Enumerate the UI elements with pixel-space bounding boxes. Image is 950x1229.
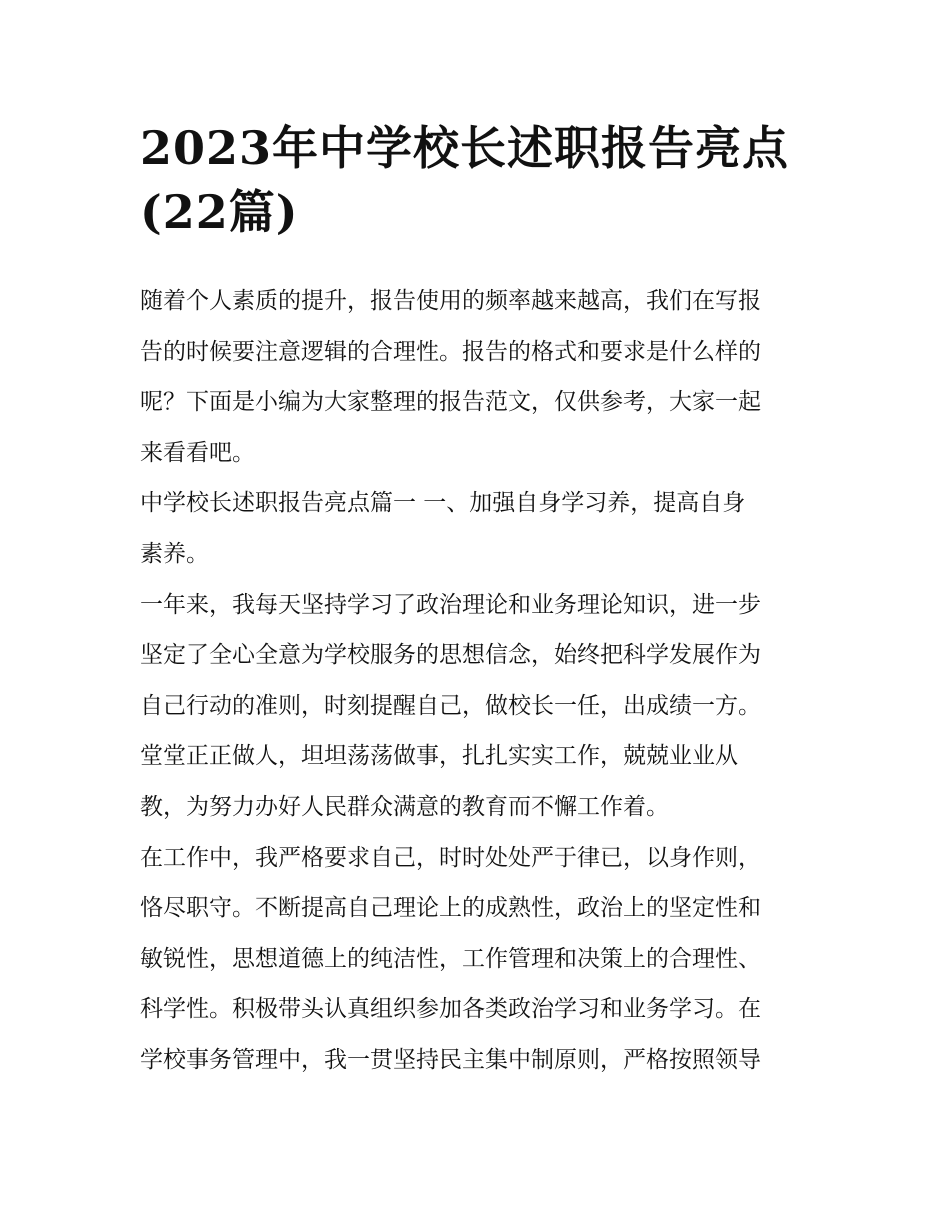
paragraph-work <box>140 833 820 1086</box>
document-body <box>140 276 820 1086</box>
text-line: 堂堂正正做人，坦坦荡荡做事，扎扎实实工作，兢兢业业从 <box>140 743 738 770</box>
text-line: 来看看吧。 <box>140 439 255 466</box>
text-line: 自己行动的准则，时刻提醒自己，做校长一任，出成绩一方。 <box>140 692 761 719</box>
text-line: 恪尽职守。不断提高自己理论上的成熟性，政治上的坚定性和 <box>140 895 761 922</box>
text-line: 坚定了全心全意为学校服务的思想信念，始终把科学发展作为 <box>140 642 761 669</box>
title-line: (22篇) <box>140 185 299 239</box>
document-title <box>140 116 820 244</box>
text-line: 呢？下面是小编为大家整理的报告范文，仅供参考，大家一起 <box>140 389 761 416</box>
paragraph-section-heading <box>140 478 820 579</box>
text-line: 随着个人素质的提升，报告使用的频率越来越高，我们在写报 <box>140 288 761 314</box>
text-line: 教，为努力办好人民群众满意的教育而不懈工作着。 <box>140 793 669 820</box>
text-line: 一年来，我每天坚持学习了政治理论和业务理论知识，进一步 <box>140 591 761 618</box>
title-line: 2023年中学校长述职报告亮点 <box>140 121 790 175</box>
text-line: 科学性。积极带头认真组织参加各类政治学习和业务学习。在 <box>140 996 761 1023</box>
text-line: 学校事务管理中，我一贯坚持民主集中制原则，严格按照领导 <box>140 1046 761 1073</box>
paragraph-intro <box>140 276 820 478</box>
text-line: 素养。 <box>140 540 209 567</box>
text-line: 敏锐性，思想道德上的纯洁性，工作管理和决策上的合理性、 <box>140 945 761 972</box>
text-line: 告的时候要注意逻辑的合理性。报告的格式和要求是什么样的 <box>140 338 761 365</box>
paragraph-study <box>140 580 820 833</box>
text-line: 中学校长述职报告亮点篇一 一、加强自身学习养，提高自身 <box>140 490 746 517</box>
text-line: 在工作中，我严格要求自己，时时处处严于律已，以身作则， <box>140 844 761 871</box>
